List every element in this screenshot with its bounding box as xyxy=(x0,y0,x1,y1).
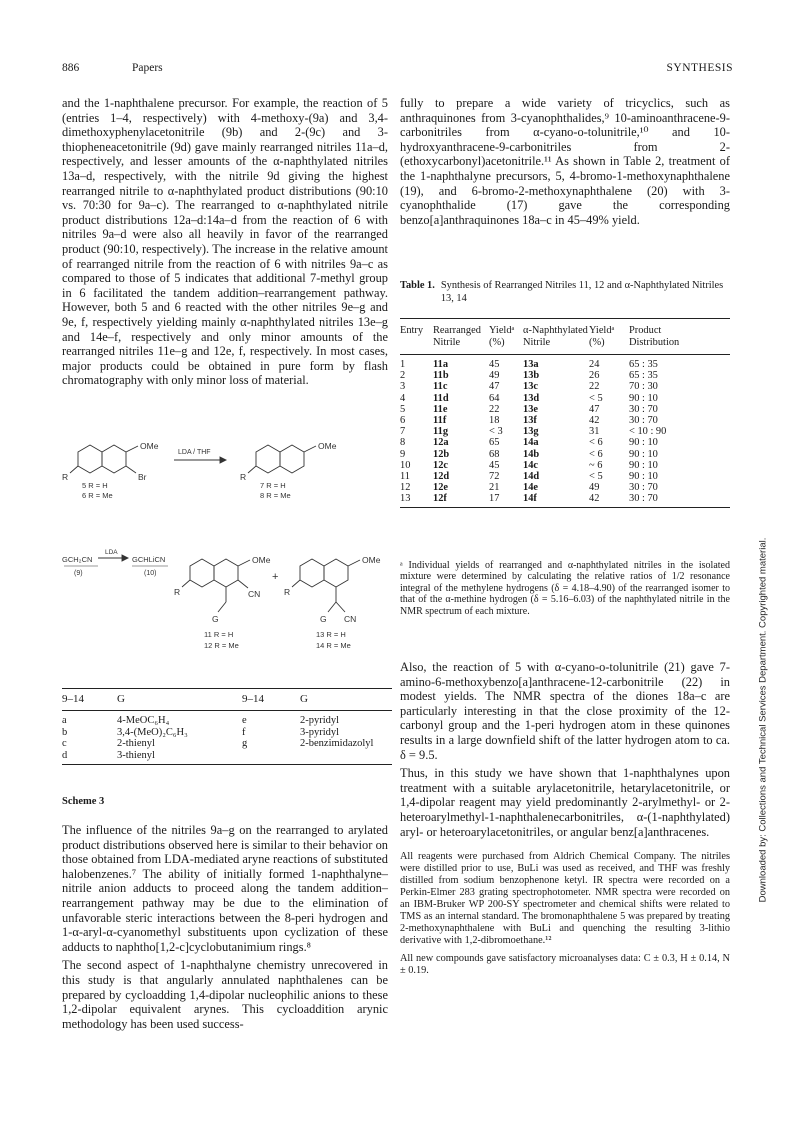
cell: 4-MeOC₆H₄ xyxy=(117,715,170,727)
cell: 5 xyxy=(400,403,406,415)
cell: 4 xyxy=(400,392,406,404)
cell: 30 : 70 xyxy=(629,415,658,427)
cell: 90 : 10 xyxy=(629,437,658,449)
paragraph: Thus, in this study we have shown that 1-naphthalynes upon treatment with a suitable arylacetonitrile, hetarylacetonitrile, or 1,4-dipolar reagent may yield predominantly 2-arylmethyl- or 2-heteroarylmethyl-1-naphthalenecarbonitriles, α-(1-naphthylated) aryl- or heteroarylacetonitriles, or angular benz[a]anthracenes. xyxy=(400,766,730,839)
cell: 12c xyxy=(433,459,449,471)
table-header-row xyxy=(400,319,730,354)
table-row xyxy=(400,359,730,370)
cell: 14d xyxy=(523,470,540,482)
cell: c xyxy=(62,738,67,750)
cell: 47 xyxy=(589,403,600,415)
cell: 2 xyxy=(400,370,406,382)
table-row xyxy=(400,381,730,392)
cell: 68 xyxy=(489,448,500,460)
gchlicn-label: GCHLiCN xyxy=(132,555,166,564)
cell: 11e xyxy=(433,403,448,415)
cell: 22 xyxy=(589,381,600,393)
table-body xyxy=(400,355,730,507)
g-label: G xyxy=(212,614,219,624)
substituent-table xyxy=(62,688,392,765)
table-row xyxy=(400,493,730,504)
cell: 90 : 10 xyxy=(629,448,658,460)
cell: 14b xyxy=(523,448,540,460)
compound-12-label: 12 R = Me xyxy=(204,641,239,650)
cell: 13g xyxy=(523,426,539,438)
compound-6-label: 6 R = Me xyxy=(82,491,113,500)
cell: 42 xyxy=(589,493,600,505)
table-row xyxy=(400,404,730,415)
cell: 65 : 35 xyxy=(629,359,658,371)
table-row xyxy=(400,449,730,460)
table-row xyxy=(400,437,730,448)
header-cell: G xyxy=(117,693,125,705)
cell: < 6 xyxy=(589,437,603,449)
header-cell: α-Naphthylated Nitrile xyxy=(523,325,588,348)
table-row xyxy=(400,370,730,381)
table-label: Table 1. xyxy=(400,280,435,291)
paragraph: fully to prepare a wide variety of tricyclics, such as anthraquinones from 3-cyanophthalides,⁹ 10-aminoanthracene-9-carbonitriles from α-cyano-o-tolunitrile,¹⁰ and 10-hydroxyanthracene-9-carbonitriles from 2-(ethoxycarbonyl)acetonitrile.¹¹ As shown in Table 2, treatment of the 1-naphthalyne precursors, 5, 4-bromo-1-methoxynaphthalene (19), and 6-bromo-2-methoxynaphthalene (20) with 3-cyanophthalide (17) gave the corresponding benzo[a]anthraquinones 18a–c in 45–49% yield. xyxy=(400,96,730,227)
header-cell: 9–14 xyxy=(62,693,84,705)
cell: 11c xyxy=(433,381,448,393)
left-column-upper xyxy=(62,96,388,388)
cell: 45 xyxy=(489,359,500,371)
cell: 11g xyxy=(433,426,449,438)
cell: 30 : 70 xyxy=(629,403,658,415)
ome-label: OMe xyxy=(318,441,337,451)
cell: < 10 : 90 xyxy=(629,426,667,438)
cell: < 5 xyxy=(589,392,603,404)
cell: 13c xyxy=(523,381,539,393)
paragraph: and the 1-naphthalene precursor. For example, the reaction of 5 (entries 1–4, respectively) with 4-methoxy-(9a) and 3,4-dimethoxyphenylacetonitrile (9b) and 2-(9c) and 3-thiopheneacetonitrile (9d) gave mainly rearranged nitriles 11a–d, respectively, and lesser amounts of the α-naphthylated nitriles 13a–d, respectively, with the nitrile 9d giving the highest rearranged nitrile to α-naphthylated product distributions (90:10 vs. 70:30 for 9a–c). The rearranged to α-naphthylated nitrile product distributions 12a–d:14a–d from the reaction of 6 with nitriles 9a–d were also all heavily in favor of the rearranged product (90:10, respectively). The increase in the relative amount of rearranged nitrile from the reaction of 6 with nitriles 9a–c as compared to those of 5 indicates that additional 7-methyl group in 6 facilitated the tandem addition–rearrangement pathway. However, both 5 and 6 reacted with the other nitriles 9e–g and 9e, f, respectively yielding mainly α-naphthylated nitriles 13e–g and 14e–f, respectively and only minor amounts of the rearranged nitriles 11e–g and 12e, f, respectively. In most cases, major products could be obtained in pure form by flash chromatography with only minor loss of material. xyxy=(62,96,388,388)
cell: g xyxy=(242,738,248,750)
scheme-caption: Scheme 3 xyxy=(62,796,105,807)
cell: 13e xyxy=(523,403,539,415)
cell: 13b xyxy=(523,370,540,382)
cell: 45 xyxy=(489,459,500,471)
compound-8-label: 8 R = Me xyxy=(260,491,291,500)
r-label: R xyxy=(62,472,69,482)
cell: 11a xyxy=(433,359,449,371)
cell: 3 xyxy=(400,381,406,393)
cell: 11d xyxy=(433,392,449,404)
scheme-3-svg xyxy=(62,430,392,670)
table-row xyxy=(62,738,392,750)
table-header-row xyxy=(62,691,392,707)
cell: < 5 xyxy=(589,470,603,482)
cell: 13 xyxy=(400,493,411,505)
compound-11-label: 11 R = H xyxy=(204,630,234,639)
table-1 xyxy=(400,318,730,508)
plus-sign: + xyxy=(272,571,279,583)
cell: 65 : 35 xyxy=(629,370,658,382)
cell: 12e xyxy=(433,482,449,494)
cell: 12b xyxy=(433,448,450,460)
cell: 49 xyxy=(489,370,500,382)
cell: 3-pyridyl xyxy=(300,726,340,738)
gch2cn-label: GCH₂CN xyxy=(62,555,93,564)
cell: 26 xyxy=(589,370,600,382)
cell: 14e xyxy=(523,482,539,494)
cell: 14c xyxy=(523,459,539,471)
cell: 11b xyxy=(433,370,449,382)
header-cell: Yieldᵃ (%) xyxy=(589,325,615,348)
compound-9-label: (9) xyxy=(74,570,83,577)
paragraph: All new compounds gave satisfactory microanalyses data: C ± 0.3, H ± 0.14, N ± 0.19. xyxy=(400,953,730,977)
r-label: R xyxy=(174,587,181,597)
cell: 12d xyxy=(433,470,450,482)
cell: 2-benzimidazolyl xyxy=(300,738,374,750)
cell: 7 xyxy=(400,426,406,438)
cell: 90 : 10 xyxy=(629,459,658,471)
cell: 11f xyxy=(433,415,447,427)
g-label: G xyxy=(320,614,327,624)
header-cell: Rearranged Nitrile xyxy=(433,325,481,348)
table-row xyxy=(400,482,730,493)
experimental-section xyxy=(400,851,730,977)
cell: 90 : 10 xyxy=(629,392,658,404)
br-label: Br xyxy=(138,472,147,482)
compound-5-label: 5 R = H xyxy=(82,481,108,490)
r-label: R xyxy=(240,472,247,482)
cell: 1 xyxy=(400,359,406,371)
watermark-text: Downloaded by: Collections and Technical Services Department. Copyrighted material. xyxy=(757,537,769,903)
table-row xyxy=(62,727,392,739)
cell: 10 xyxy=(400,459,411,471)
r-label: R xyxy=(284,587,291,597)
cell: 30 : 70 xyxy=(629,482,658,494)
page-number: 886 xyxy=(62,62,80,74)
paragraph: The second aspect of 1-naphthalyne chemistry unrecovered in this study is that angularly annulated naphthalenes can be prepared by cycloadding 1,4-dipolar nucleophilic anions to these 1,2-dipolar equivalent arynes. This cycloaddition arynic methodology has been used success- xyxy=(62,958,388,1031)
header-cell: Product Distribution xyxy=(629,325,680,348)
table-rule xyxy=(62,688,392,689)
cell: 65 xyxy=(489,437,500,449)
table-row xyxy=(400,471,730,482)
table-row xyxy=(400,460,730,471)
journal-name: SYNTHESIS xyxy=(666,62,733,74)
table-row xyxy=(400,415,730,426)
cell: b xyxy=(62,726,68,738)
table-1-footnote: ᵃ Individual yields of rearranged and α-naphthylated nitriles in the isolated mixture were determined by calculating the relative ratios of 1/2 resonance integral of the methylene hydrogens (δ = 4.18–4.90) of the rearranged isomer to that of the α-methine hydrogen (δ = 5.16–6.03) of the naphthylated nitrile in the NMR spectrum of each mixture. xyxy=(400,560,730,617)
cell: < 3 xyxy=(489,426,503,438)
table-row xyxy=(400,426,730,437)
table-row xyxy=(62,750,392,762)
header-cell: Yieldᵃ (%) xyxy=(489,325,515,348)
table-row xyxy=(62,715,392,727)
lda-thf-label: LDA / THF xyxy=(178,449,211,456)
paragraph: All reagents were purchased from Aldrich Chemical Company. The nitriles were distilled prior to use, BuLi was used as received, and THF was freshly distilled from sodium benzophenone ketyl. IR spectra were recorded on a Perkin-Elmer 283 grating spectrophotometer. NMR spectra were recorded on an IBM-Bruker WP 200-SY spectrometer and chemical shifts were related to TMS as an internal standard. The bromonaphthalene 5 was prepared by treating 2-methoxynaphthalene with BuLi and quenching the resulting 3-lithio derivative with 1,2-dibromoethane.¹² xyxy=(400,851,730,947)
compound-7-label: 7 R = H xyxy=(260,481,286,490)
cell: f xyxy=(242,726,246,738)
cell: < 6 xyxy=(589,448,603,460)
cell: 42 xyxy=(589,415,600,427)
cell: 14a xyxy=(523,437,539,449)
compound-10-label: (10) xyxy=(144,570,157,577)
left-column-lower xyxy=(62,823,388,1031)
compound-14-label: 14 R = Me xyxy=(316,641,351,650)
cell: 70 : 30 xyxy=(629,381,658,393)
cell: 13d xyxy=(523,392,540,404)
table-title: Synthesis of Rearranged Nitriles 11, 12 and α-Naphthylated Nitriles 13, 14 xyxy=(440,280,724,304)
cell: 47 xyxy=(489,381,500,393)
cell: 3,4-(MeO)₂C₆H₃ xyxy=(117,726,188,738)
ome-label: OMe xyxy=(252,555,271,565)
cell: 72 xyxy=(489,470,500,482)
table-row xyxy=(400,393,730,404)
ome-label: OMe xyxy=(140,441,159,451)
cell: 30 : 70 xyxy=(629,493,658,505)
compound-13-label: 13 R = H xyxy=(316,630,346,639)
cell: 2-pyridyl xyxy=(300,715,340,727)
ome-label: OMe xyxy=(362,555,381,565)
section-label: Papers xyxy=(132,62,163,74)
cn-label: CN xyxy=(248,589,261,599)
table-rule xyxy=(400,507,730,508)
cell: 13a xyxy=(523,359,539,371)
cell: 90 : 10 xyxy=(629,470,658,482)
cell: 24 xyxy=(589,359,600,371)
cell: 11 xyxy=(400,470,411,482)
cell: 18 xyxy=(489,415,500,427)
table-rule xyxy=(62,764,392,765)
cell: e xyxy=(242,715,247,727)
header-cell: Entry xyxy=(400,325,424,336)
table-1-caption xyxy=(400,280,730,305)
cell: 17 xyxy=(489,493,500,505)
cell: 12f xyxy=(433,493,447,505)
header-cell: 9–14 xyxy=(242,693,264,705)
right-column-lower xyxy=(400,660,730,977)
cell: 8 xyxy=(400,437,406,449)
cell: ~ 6 xyxy=(589,459,603,471)
cell: 2-thienyl xyxy=(117,738,155,750)
cell: 31 xyxy=(589,426,600,438)
cell: 64 xyxy=(489,392,500,404)
lda-label: LDA xyxy=(105,549,118,556)
paragraph: The influence of the nitriles 9a–g on the rearranged to arylated product distributions observed here is similar to their behavior on those obtained from LDA-mediated aryne reactions of substituted halobenzenes.⁷ The ability of initially formed 1-naphthalyne–nitrile anion adducts to proceed along the tandem addition–rearrangement pathway may be due to the elimination of unfavorable steric interactions between the 8-peri hydrogen and 1-α-aryl-α-cyanomethyl substituents upon cyclization of these adducts to naphtho[1,2-c]cyclobutanimium rings.⁸ xyxy=(62,823,388,954)
page-header xyxy=(62,62,733,78)
cell: a xyxy=(62,715,67,727)
cell: 21 xyxy=(489,482,500,494)
paragraph: Also, the reaction of 5 with α-cyano-o-tolunitrile (21) gave 7-amino-6-methoxybenzo[a]anthracene-12-carbonitrile (22) in modest yields. The NMR spectra of the diones 18a–c are particularly interesting in that the close proximity of the 12-carbonyl group and the 1-peri hydrogen atom in these quinones results in a large downfield shift of the latter hydrogen atom to ca. δ = 9.5. xyxy=(400,660,730,762)
cell: 13f xyxy=(523,415,537,427)
header-cell: G xyxy=(300,693,308,705)
cell: 3-thienyl xyxy=(117,749,155,761)
cn-label: CN xyxy=(344,614,357,624)
cell: 49 xyxy=(589,482,600,494)
scheme-3-figure xyxy=(62,430,392,670)
cell: 12a xyxy=(433,437,449,449)
cell: 6 xyxy=(400,415,406,427)
right-column-upper xyxy=(400,96,730,227)
cell: 12 xyxy=(400,482,411,494)
cell: 14f xyxy=(523,493,537,505)
download-watermark xyxy=(755,380,771,1060)
cell: d xyxy=(62,749,68,761)
cell: 9 xyxy=(400,448,406,460)
cell: 22 xyxy=(489,403,500,415)
